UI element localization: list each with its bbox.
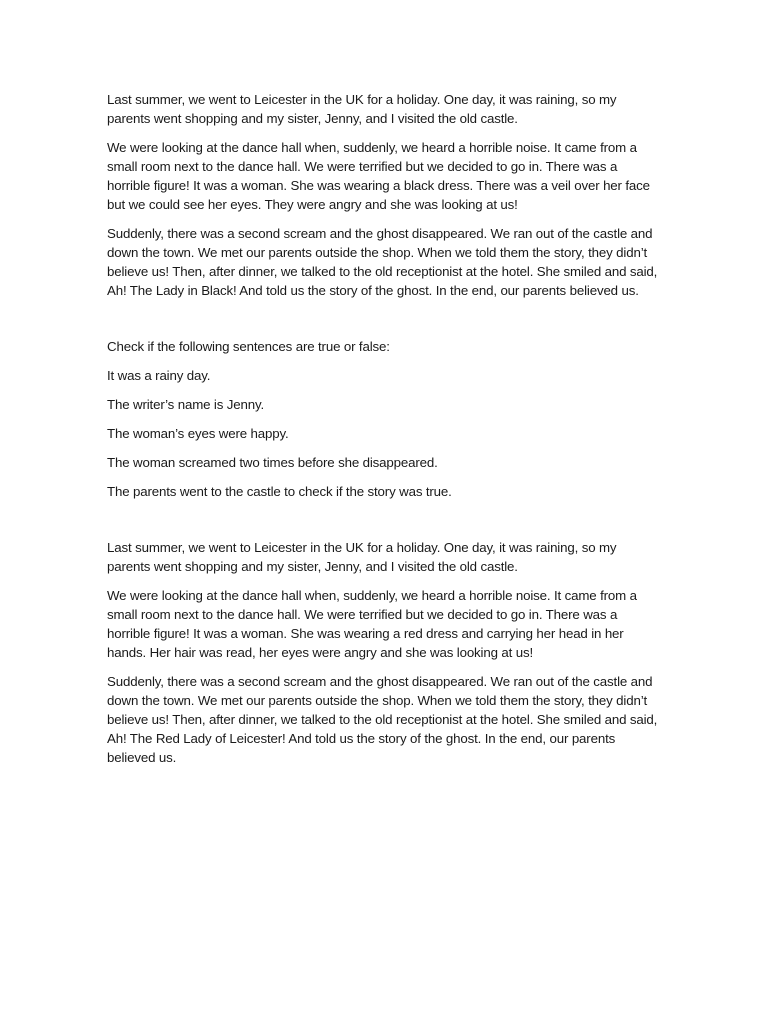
section-spacer: [107, 310, 663, 337]
quiz-item-1: It was a rainy day.: [107, 368, 211, 383]
story-one-paragraph-2: We were looking at the dance hall when, suddenly, we heard a horrible noise. It came from a small room next to the dance hall. We were terrified but we decided to go in. There was a horrible figure! It was a woman. She was wearing a black dress. There was a veil over her face but we could see her eyes. They were angry and she was looking at us!: [107, 140, 650, 212]
story-two: [107, 538, 663, 767]
story-two-paragraph-2: We were looking at the dance hall when, suddenly, we heard a horrible noise. It came from a small room next to the dance hall. We were terrified but we decided to go in. There was a horrible figure! It was a woman. She was wearing a red dress and carrying her head in her hands. Her hair was read, her eyes were angry and she was looking at us!: [107, 588, 637, 660]
quiz-instruction: Check if the following sentences are true or false:: [107, 339, 390, 354]
story-two-paragraph-1: Last summer, we went to Leicester in the UK for a holiday. One day, it was raining, so my parents went shopping and my sister, Jenny, and I visited the old castle.: [107, 540, 617, 574]
quiz-item-4: The woman screamed two times before she disappeared.: [107, 455, 438, 470]
quiz-item-3: The woman’s eyes were happy.: [107, 426, 289, 441]
true-false-quiz: [107, 337, 663, 501]
quiz-item-5: The parents went to the castle to check if the story was true.: [107, 484, 452, 499]
document-page: [107, 90, 663, 777]
story-one-paragraph-3: Suddenly, there was a second scream and the ghost disappeared. We ran out of the castle and down the town. We met our parents outside the shop. When we told them the story, they didn’t believe us! Then, after dinner, we talked to the old receptionist at the hotel. She smiled and said, Ah! The Lady in Black! And told us the story of the ghost. In the end, our parents believed us.: [107, 226, 658, 298]
quiz-item-2: The writer’s name is Jenny.: [107, 397, 265, 412]
section-spacer: [107, 511, 663, 538]
story-two-paragraph-3: Suddenly, there was a second scream and the ghost disappeared. We ran out of the castle and down the town. We met our parents outside the shop. When we told them the story, they didn’t believe us! Then, after dinner, we talked to the old receptionist at the hotel. She smiled and said, Ah! The Red Lady of Leicester! And told us the story of the ghost. In the end, our parents believed us.: [107, 674, 658, 765]
story-one: [107, 90, 663, 300]
story-one-paragraph-1: Last summer, we went to Leicester in the UK for a holiday. One day, it was raining, so my parents went shopping and my sister, Jenny, and I visited the old castle.: [107, 92, 617, 126]
